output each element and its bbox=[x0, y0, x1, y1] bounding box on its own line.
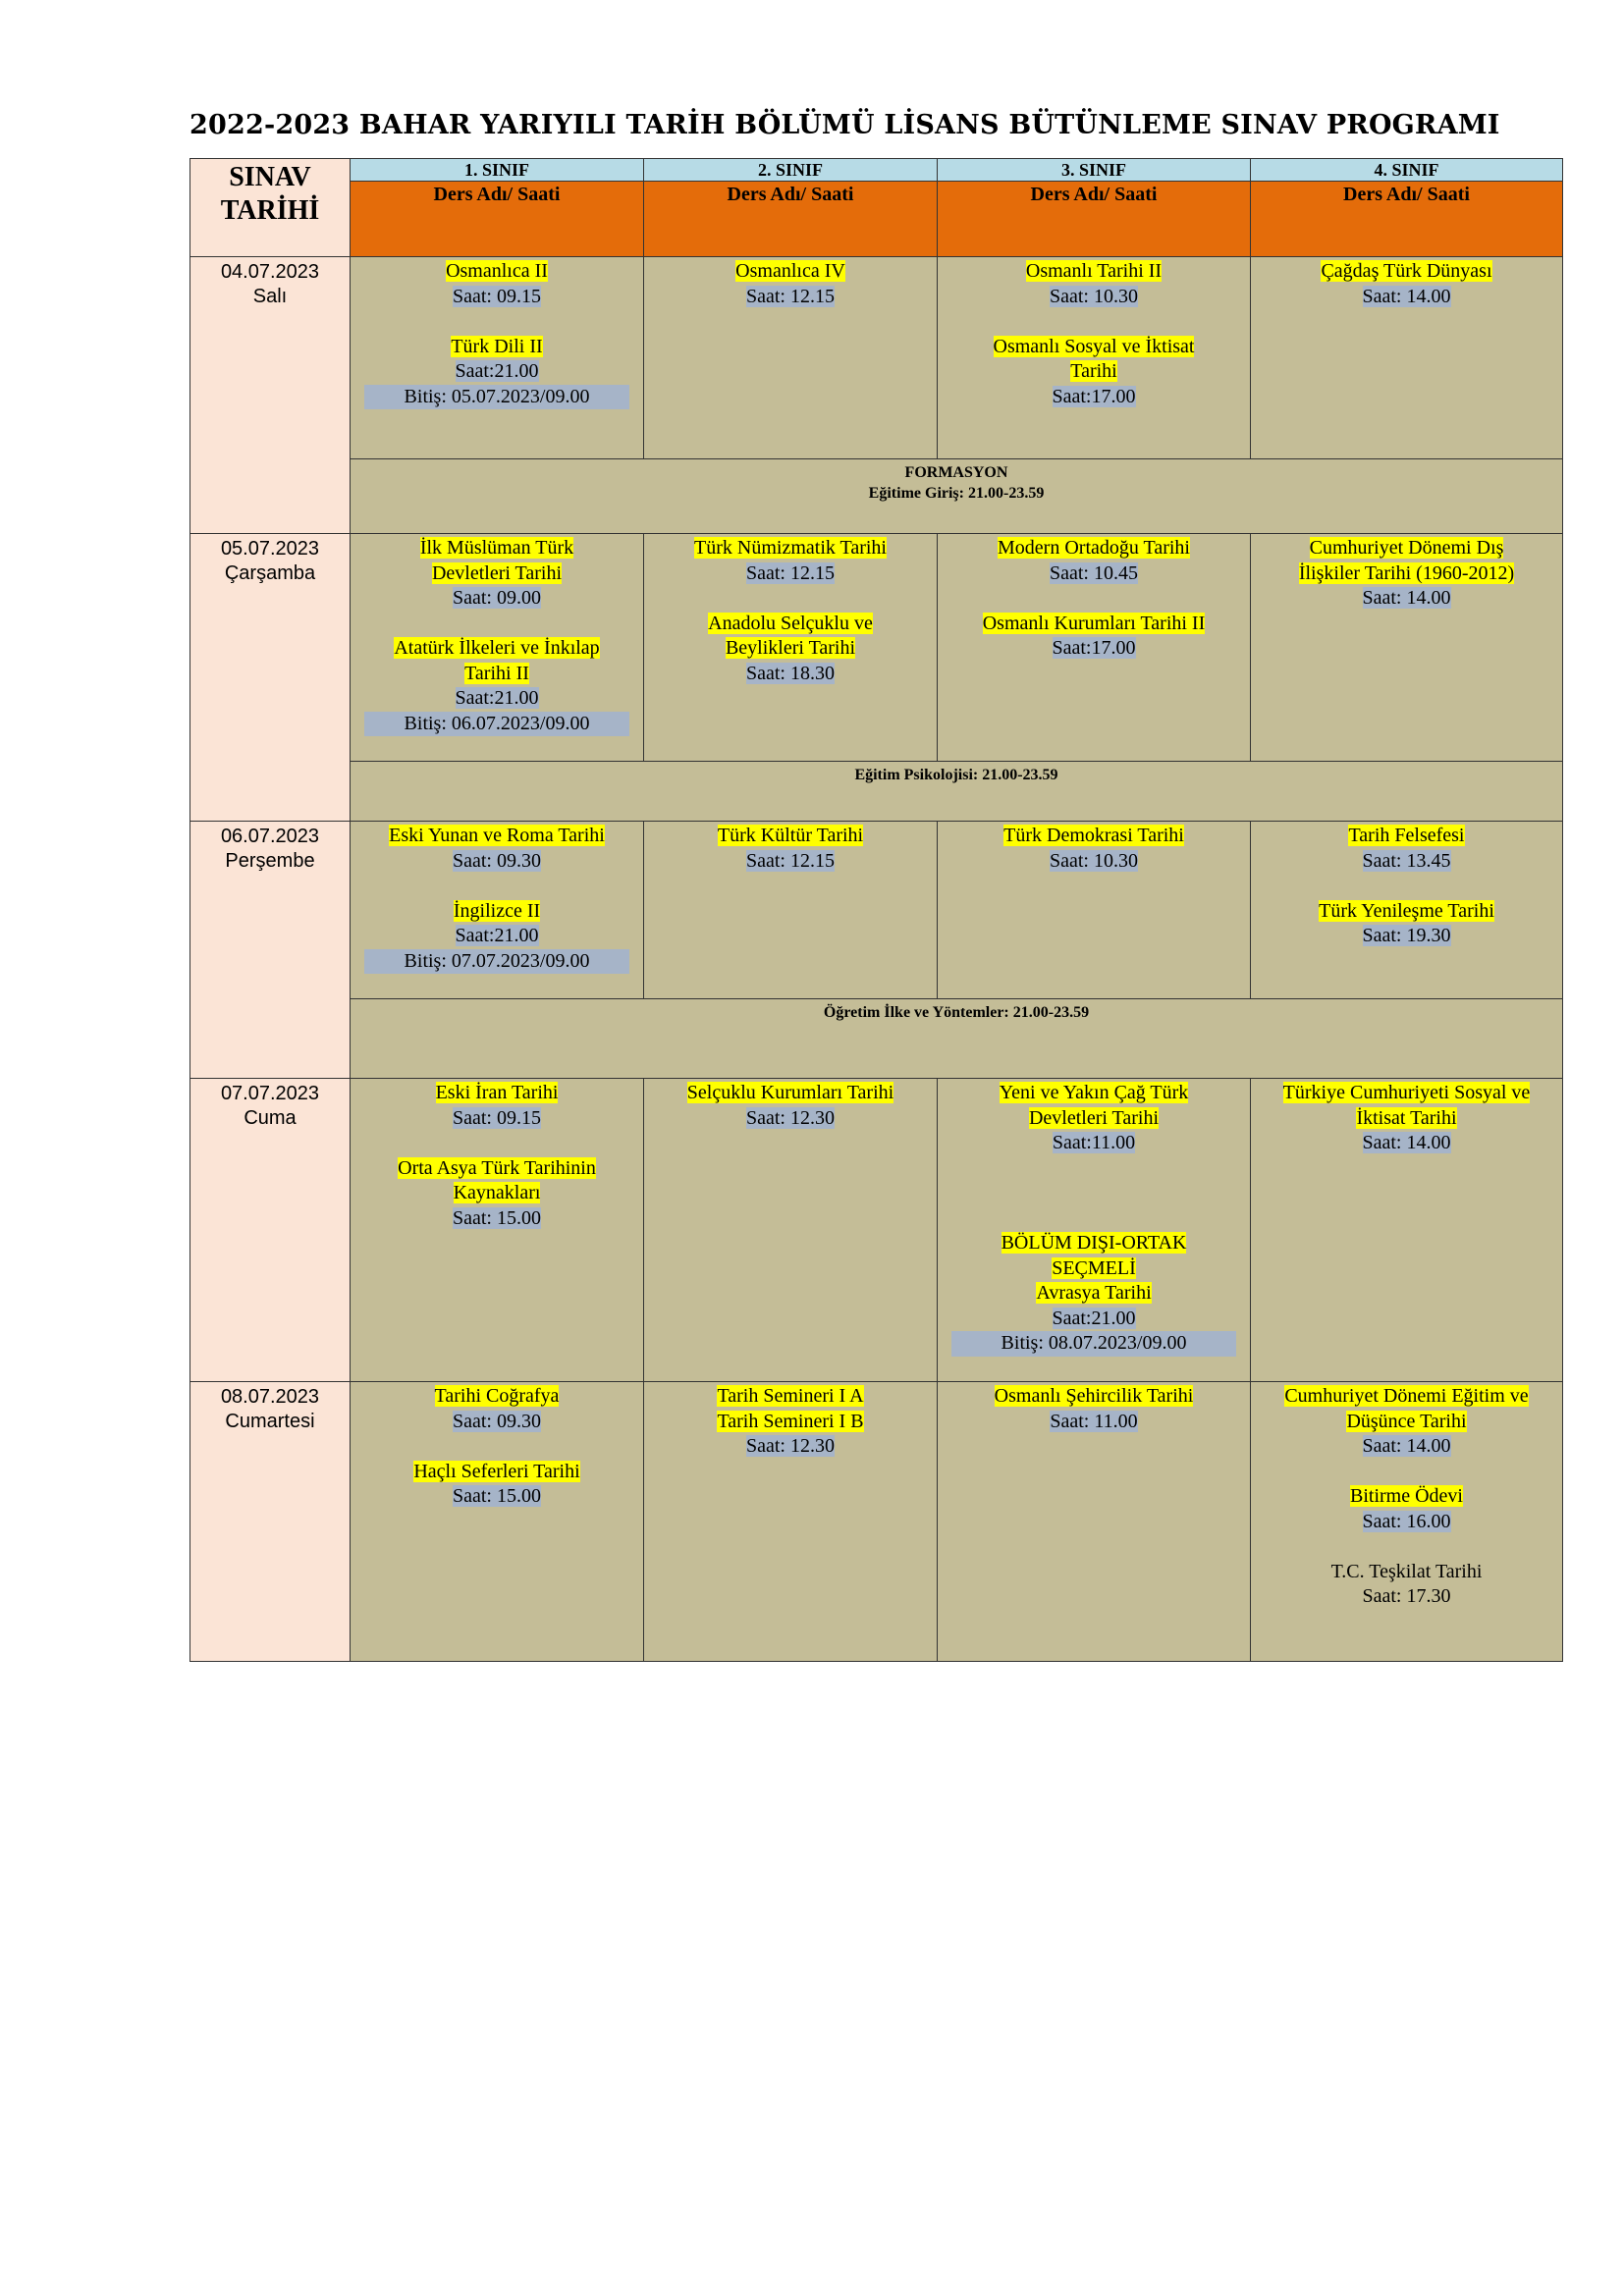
course-subheader-3: Ders Adı/ Saati bbox=[938, 182, 1251, 257]
course-cell-class-1: Osmanlıca II Saat: 09.15 Türk Dili II Saat:21.00 Bitiş: 05.07.2023/09.00 bbox=[351, 257, 644, 459]
day-row bbox=[190, 1382, 1563, 1662]
exam-weekday: Perşembe bbox=[225, 850, 315, 872]
header-row-classes bbox=[190, 159, 1563, 182]
course-cell-class-1: Eski Yunan ve Roma Tarihi Saat: 09.30 İngilizce II Saat:21.00 Bitiş: 07.07.2023/09.00 bbox=[351, 822, 644, 999]
end-time-badge: Bitiş: 08.07.2023/09.00 bbox=[951, 1331, 1236, 1357]
day-row bbox=[190, 534, 1563, 762]
end-time-badge: Bitiş: 06.07.2023/09.00 bbox=[364, 712, 629, 737]
date-column-header: SINAV TARİHİ bbox=[190, 159, 351, 257]
class-header-2: 2. SINIF bbox=[644, 159, 938, 182]
course-cell-class-1: İlk Müslüman Türk Devletleri Tarihi Saat: 09.00 Atatürk İlkeleri ve İnkılap Tarihi II Saat:21.00 Bitiş: 06.07.2023/09.00 bbox=[351, 534, 644, 762]
course-cell-class-2: Selçuklu Kurumları Tarihi Saat: 12.30 bbox=[644, 1079, 938, 1382]
exam-date: 07.07.2023 bbox=[220, 1083, 320, 1104]
exam-date-cell bbox=[190, 257, 351, 534]
class-header-4: 4. SINIF bbox=[1251, 159, 1563, 182]
exam-schedule-table bbox=[189, 158, 1563, 1662]
class-header-3: 3. SINIF bbox=[938, 159, 1251, 182]
education-psychology-band: Eğitim Psikolojisi: 21.00-23.59 bbox=[351, 762, 1563, 822]
exam-date-cell bbox=[190, 822, 351, 1079]
course-subheader-2: Ders Adı/ Saati bbox=[644, 182, 938, 257]
course-cell-class-4: Türkiye Cumhuriyeti Sosyal ve İktisat Tarihi Saat: 14.00 bbox=[1251, 1079, 1563, 1382]
course-cell-class-3: Modern Ortadoğu Tarihi Saat: 10.45 Osmanlı Kurumları Tarihi II Saat:17.00 bbox=[938, 534, 1251, 762]
course-cell-class-1: Eski İran Tarihi Saat: 09.15 Orta Asya Türk Tarihinin Kaynakları Saat: 15.00 bbox=[351, 1079, 644, 1382]
teaching-principles-band: Öğretim İlke ve Yöntemler: 21.00-23.59 bbox=[351, 999, 1563, 1079]
course-cell-class-3: Türk Demokrasi Tarihi Saat: 10.30 bbox=[938, 822, 1251, 999]
formation-band: FORMASYON Eğitime Giriş: 21.00-23.59 bbox=[351, 459, 1563, 534]
course-cell-class-4: Cumhuriyet Dönemi Eğitim ve Düşünce Tarihi Saat: 14.00 Bitirme Ödevi Saat: 16.00 T.C. Teşkilat Tarihi Saat: 17.30 bbox=[1251, 1382, 1563, 1662]
header-row-subheaders bbox=[190, 182, 1563, 257]
exam-weekday: Cuma bbox=[244, 1107, 297, 1129]
band-row bbox=[190, 459, 1563, 534]
class-header-1: 1. SINIF bbox=[351, 159, 644, 182]
exam-date-cell bbox=[190, 534, 351, 822]
day-row bbox=[190, 257, 1563, 459]
exam-date-cell bbox=[190, 1079, 351, 1382]
end-time-badge: Bitiş: 05.07.2023/09.00 bbox=[364, 385, 629, 410]
course-cell-class-3: Osmanlı Tarihi II Saat: 10.30 Osmanlı Sosyal ve İktisat Tarihi Saat:17.00 bbox=[938, 257, 1251, 459]
exam-weekday: Salı bbox=[252, 286, 288, 307]
course-cell-class-2: Türk Nümizmatik Tarihi Saat: 12.15 Anadolu Selçuklu ve Beylikleri Tarihi Saat: 18.30 bbox=[644, 534, 938, 762]
exam-weekday: Çarşamba bbox=[224, 562, 316, 584]
exam-date: 05.07.2023 bbox=[220, 538, 320, 560]
course-subheader-1: Ders Adı/ Saati bbox=[351, 182, 644, 257]
course-cell-class-3: Osmanlı Şehircilik Tarihi Saat: 11.00 bbox=[938, 1382, 1251, 1662]
course-cell-class-4: Tarih Felsefesi Saat: 13.45 Türk Yenileşme Tarihi Saat: 19.30 bbox=[1251, 822, 1563, 999]
exam-date-cell bbox=[190, 1382, 351, 1662]
band-row bbox=[190, 999, 1563, 1079]
course-subheader-4: Ders Adı/ Saati bbox=[1251, 182, 1563, 257]
band-row bbox=[190, 762, 1563, 822]
course-cell-class-2: Osmanlıca IV Saat: 12.15 bbox=[644, 257, 938, 459]
exam-date: 08.07.2023 bbox=[220, 1386, 320, 1408]
exam-weekday: Cumartesi bbox=[225, 1411, 315, 1432]
exam-date: 04.07.2023 bbox=[220, 261, 320, 283]
course-cell-class-1: Tarihi Coğrafya Saat: 09.30 Haçlı Seferleri Tarihi Saat: 15.00 bbox=[351, 1382, 644, 1662]
course-cell-class-2: Tarih Semineri I A Tarih Semineri I B Saat: 12.30 bbox=[644, 1382, 938, 1662]
end-time-badge: Bitiş: 07.07.2023/09.00 bbox=[364, 949, 629, 975]
page-title: 2022-2023 BAHAR YARIYILI TARİH BÖLÜMÜ LİSANS BÜTÜNLEME SINAV PROGRAMI bbox=[189, 110, 1500, 140]
day-row bbox=[190, 822, 1563, 999]
day-row bbox=[190, 1079, 1563, 1382]
exam-date: 06.07.2023 bbox=[220, 826, 320, 847]
course-cell-class-3: Yeni ve Yakın Çağ Türk Devletleri Tarihi Saat:11.00 BÖLÜM DIŞI-ORTAK SEÇMELİ Avrasya Tarihi Saat:21.00 Bitiş: 08.07.2023/09.00 bbox=[938, 1079, 1251, 1382]
course-cell-class-2: Türk Kültür Tarihi Saat: 12.15 bbox=[644, 822, 938, 999]
course-cell-class-4: Cumhuriyet Dönemi Dış İlişkiler Tarihi (1960-2012) Saat: 14.00 bbox=[1251, 534, 1563, 762]
course-cell-class-4: Çağdaş Türk Dünyası Saat: 14.00 bbox=[1251, 257, 1563, 459]
